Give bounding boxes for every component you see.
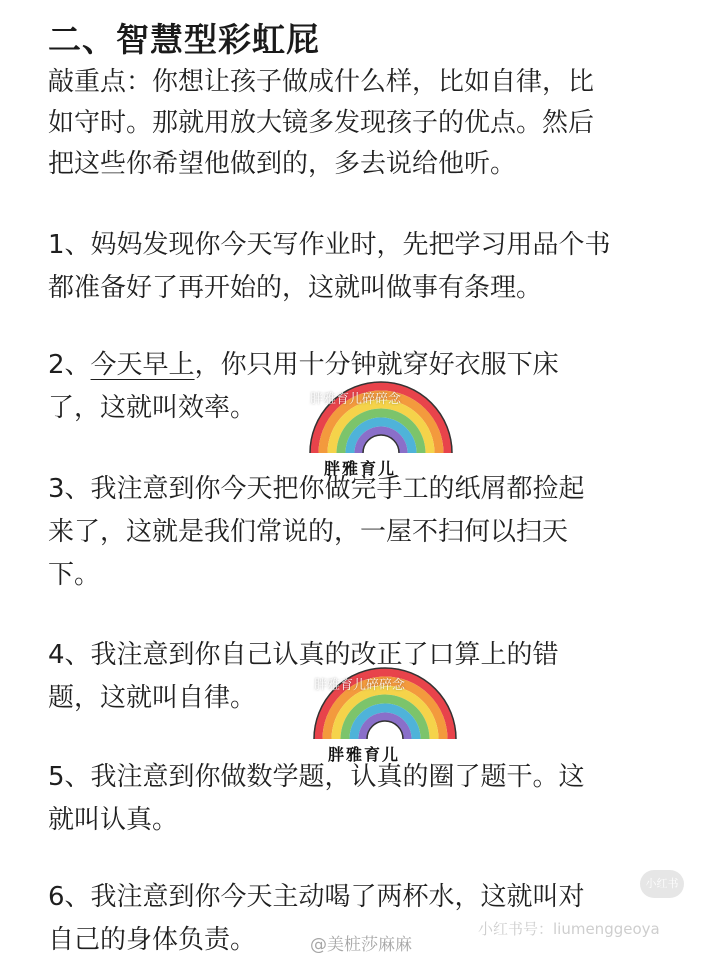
rainbow-sticker [310, 664, 460, 764]
sticker-caption: 胖雅育儿 [324, 459, 397, 478]
list-item-3 [48, 468, 688, 597]
weibo-watermark: @美桩莎麻麻 [310, 935, 412, 955]
xiaohongshu-badge: 小红书 [640, 870, 684, 898]
item-line: 4、我注意到你自己认真的改正了口算上的错 [48, 640, 559, 670]
list-item-5 [48, 756, 688, 842]
intro-line: 把这些你希望他做到的，多去说给他听。 [48, 149, 517, 179]
item-line: 自己的身体负责。 [48, 925, 257, 955]
sticker-watermark: 胖雅育儿碎碎念 [310, 392, 402, 407]
item-line: 1、妈妈发现你今天写作业时，先把学习用品个书 [48, 230, 611, 260]
intro-paragraph [48, 62, 688, 185]
item-line: 3、我注意到你今天把你做完手工的纸屑都捡起 [48, 474, 585, 504]
xiaohongshu-watermark: 小红书号：liumenggeoya [478, 920, 660, 938]
item-line: 题，这就叫自律。 [48, 683, 257, 713]
rainbow-sticker [306, 378, 456, 478]
section-title: 二、智慧型彩虹屁 [48, 20, 320, 59]
item-line: 就叫认真。 [48, 805, 179, 835]
list-item-1 [48, 224, 688, 310]
intro-line: 如守时。那就用放大镜多发现孩子的优点。然后 [48, 108, 595, 138]
item-line: 都准备好了再开始的，这就叫做事有条理。 [48, 273, 543, 303]
item-line: 来了，这就是我们常说的，一屋不扫何以扫天 [48, 517, 569, 547]
sticker-watermark: 胖雅育儿碎碎念 [314, 678, 406, 693]
intro-line: 敲重点：你想让孩子做成什么样，比如自律，比 [48, 67, 595, 97]
item-line: 下。 [48, 560, 101, 590]
item-line: 6、我注意到你今天主动喝了两杯水，这就叫对 [48, 882, 585, 912]
underlined-phrase: 今天早上 [90, 350, 195, 380]
item-line: 了，这就叫效率。 [48, 393, 257, 423]
sticker-caption: 胖雅育儿 [328, 745, 401, 764]
item-line: 5、我注意到你做数学题，认真的圈了题干。这 [48, 762, 585, 792]
item-prefix: 2、 [48, 350, 91, 380]
item-rest: ，你只用十分钟就穿好衣服下床 [194, 350, 559, 380]
